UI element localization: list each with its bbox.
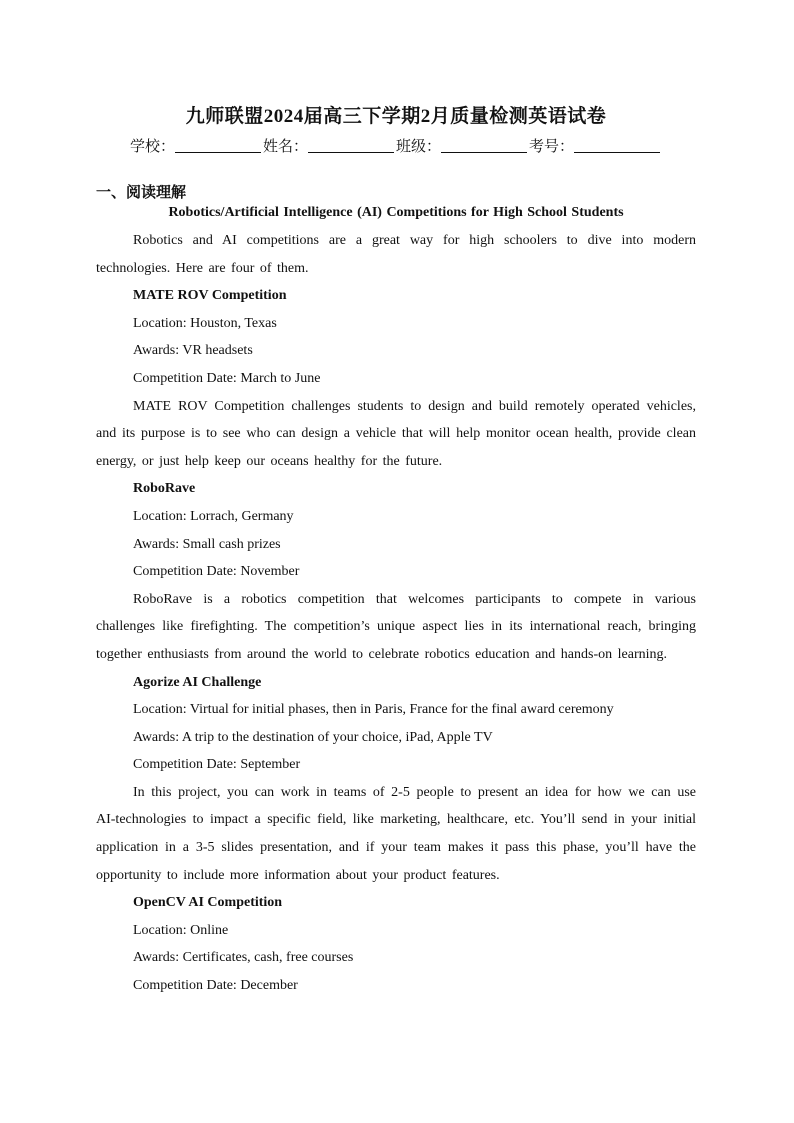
- competition-name: Agorize AI Challenge: [133, 674, 262, 690]
- competition-location: Location: Online: [133, 922, 229, 938]
- name-blank[interactable]: [308, 138, 394, 153]
- class-blank[interactable]: [441, 138, 527, 153]
- competition-date: Competition Date: November: [133, 564, 300, 580]
- competition-name: MATE ROV Competition: [133, 288, 287, 304]
- student-info-line: [96, 135, 696, 156]
- competition-description: MATE ROV Competition challenges students to design and build remotely operated vehicles, and its purpose is to see who can design a vehicle that will help monitor ocean health, provide clean energy, or just help keep our oceans healthy for the future.: [96, 398, 696, 469]
- competition-date: Competition Date: March to June: [133, 370, 321, 386]
- number-blank[interactable]: [574, 138, 660, 153]
- competition-description: In this project, you can work in teams of 2-5 people to present an idea for how we can use AI-technologies to impact a specific field, like marketing, healthcare, etc. You’ll send in your initial application in a 3-5 slides presentation, and if your team makes it pass this phase, you’ll have the opportunity to include more information about your product features.: [96, 784, 696, 883]
- competition-awards: Awards: VR headsets: [133, 343, 253, 359]
- competition-name: OpenCV AI Competition: [133, 895, 283, 911]
- competition-location: Location: Houston, Texas: [133, 315, 277, 331]
- competition-awards: Awards: A trip to the destination of your choice, iPad, Apple TV: [133, 729, 493, 745]
- number-label: 考号：: [529, 139, 575, 155]
- passage-intro: Robotics and AI competitions are a great way for high schoolers to dive into modern technologies. Here are four of them.: [96, 233, 696, 276]
- competition-date: Competition Date: December: [133, 978, 298, 994]
- class-label: 班级：: [396, 139, 442, 155]
- name-label: 姓名：: [262, 139, 308, 155]
- competition-awards: Awards: Certificates, cash, free courses: [133, 950, 354, 966]
- school-blank[interactable]: [175, 138, 261, 153]
- exam-title: 九师联盟2024届高三下学期2月质量检测英语试卷: [185, 106, 607, 127]
- competition-date: Competition Date: September: [133, 757, 301, 773]
- competition-awards: Awards: Small cash prizes: [133, 536, 281, 552]
- passage-title: Robotics/Artificial Intelligence (AI) Competitions for High School Students: [168, 205, 624, 220]
- competition-location: Location: Lorrach, Germany: [133, 508, 294, 524]
- competition-description: RoboRave is a robotics competition that welcomes participants to compete in various challenges like firefighting. The competition’s unique aspect lies in its international reach, bringing together enthusiasts from around the world to celebrate robotics education and hands-on learning.: [96, 591, 696, 662]
- competition-location: Location: Virtual for initial phases, then in Paris, France for the final award ceremony: [133, 702, 614, 718]
- section-heading: 一、阅读理解: [96, 185, 187, 201]
- school-label: 学校：: [129, 139, 175, 155]
- passage-body: [96, 227, 696, 1000]
- competition-name: RoboRave: [133, 481, 196, 497]
